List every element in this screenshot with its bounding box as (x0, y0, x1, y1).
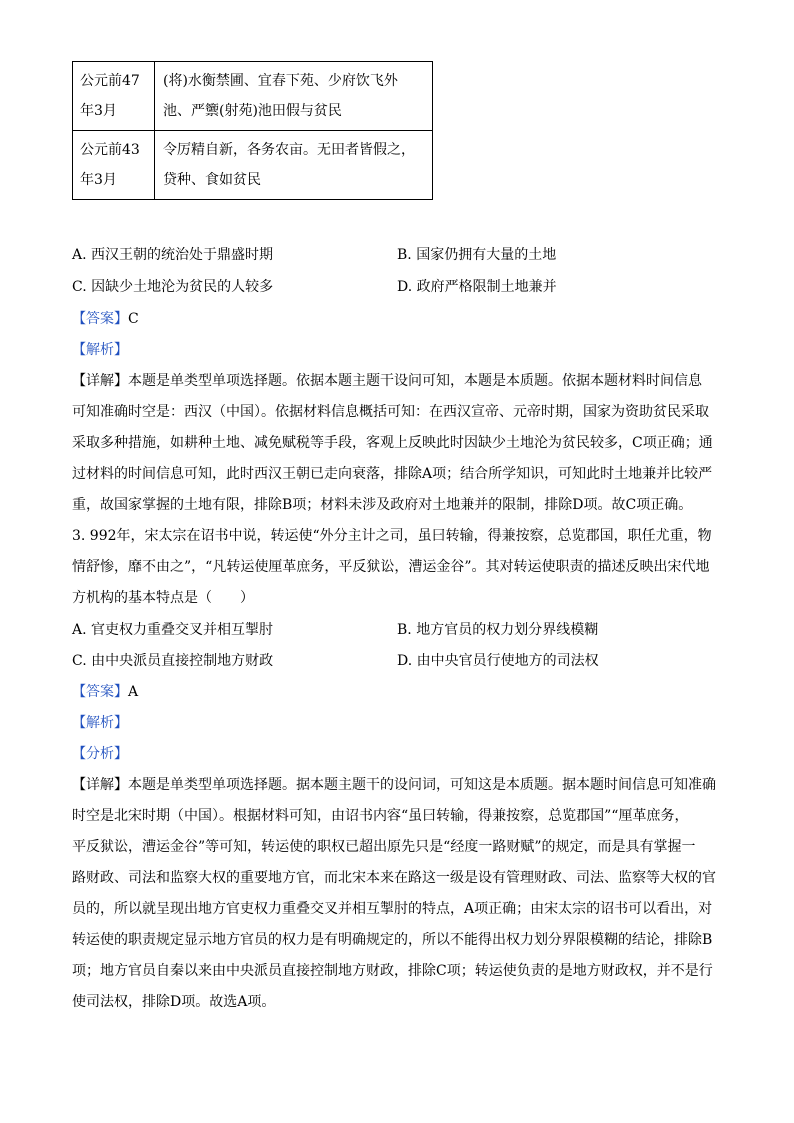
q3-detail-line: 平反狱讼，漕运金谷”等可知，转运使的职权已超出原先只是“经度一路财赋”的规定，而是具有掌握一 (72, 839, 696, 855)
cell-line: 贷种、食如贫民 (163, 172, 261, 188)
answer-value: A (128, 684, 139, 700)
answer-value: C (128, 311, 139, 327)
q2-option-d: D. 政府严格限制土地兼并 (397, 279, 557, 295)
q2-detail-line: 过材料的时间信息可知，此时西汉王朝已走向衰落，排除A项；结合所学知识，可知此时土地兼并比较严 (72, 466, 713, 482)
cell-line: 池、严籞(射苑)池田假与贫民 (163, 103, 342, 119)
q3-stem-line: 方机构的基本特点是（ ） (72, 590, 254, 606)
table-cell-date (73, 131, 155, 200)
table-row (73, 62, 433, 131)
q3-stem-line: 情舒惨，靡不由之”，“凡转运使厘革庶务，平反狱讼，漕运金谷”。其对转运使职责的描述反映出宋代地 (72, 559, 710, 575)
q3-detail-line: 转运使的职责规定显示地方官员的权力是有明确规定的，所以不能得出权力划分界限模糊的结论，排除B (72, 932, 713, 948)
table-cell-date (73, 62, 155, 131)
q2-option-b: B. 国家仍拥有大量的土地 (397, 247, 557, 263)
q3-option-d: D. 由中央官员行使地方的司法权 (397, 653, 599, 669)
q3-detail-line: 路财政、司法和监察大权的重要地方官，而北宋本来在路这一级是设有管理财政、司法、监察等大权的官 (72, 870, 716, 886)
q3-detail-line: 员的，所以就呈现出地方官吏权力重叠交叉并相互掣肘的特点，A项正确；由宋太宗的诏书可以看出，对 (72, 901, 713, 917)
table-row (73, 131, 433, 200)
q3-analysis-tag: 【解析】 (72, 715, 128, 731)
cell-line: 年3月 (80, 103, 117, 119)
q3-detail-line: 项；地方官员自秦以来由中央派员直接控制地方财政，排除C项；转运使负责的是地方财政权，并不是行 (72, 963, 713, 979)
answer-tag: 【答案】 (72, 311, 128, 327)
material-table (72, 61, 433, 200)
q3-stem-line: 3. 992年，宋太宗在诏书中说，转运使“外分主计之司，虽曰转输，得兼按察，总览郡国，职任尤重，物 (72, 528, 712, 544)
q3-answer (72, 682, 138, 702)
q2-option-c: C. 因缺少土地沦为贫民的人较多 (72, 279, 274, 295)
table-cell-text (155, 131, 433, 200)
q3-option-c: C. 由中央派员直接控制地方财政 (72, 653, 274, 669)
q3-fenxi-tag: 【分析】 (72, 746, 128, 762)
q3-detail-line: 时空是北宋时期（中国）。根据材料可知，由诏书内容“虽曰转输，得兼按察，总览郡国”“厘革庶务， (72, 808, 689, 824)
cell-line: 令厉精自新，各务农亩。无田者皆假之， (163, 142, 415, 158)
q2-detail-line: 采取多种措施，如耕种土地、减免赋税等手段，客观上反映此时因缺少土地沦为贫民较多，C项正确；通 (72, 435, 713, 451)
cell-line: (将)水衡禁圃、宜春下苑、少府饮飞外 (163, 73, 398, 89)
cell-line: 年3月 (80, 172, 117, 188)
q3-option-b: B. 地方官员的权力划分界线模糊 (397, 622, 599, 638)
q2-detail-line: 可知准确时空是：西汉（中国）。依据材料信息概括可知：在西汉宣帝、元帝时期，国家为资助贫民采取 (72, 404, 709, 420)
q3-detail-line: 使司法权，排除D项。故选A项。 (72, 994, 276, 1010)
q3-detail-line: 【详解】本题是单类型单项选择题。据本题主题干的设问词，可知这是本质题。据本题时间信息可知准确 (72, 777, 716, 793)
answer-tag: 【答案】 (72, 684, 128, 700)
q2-analysis-tag: 【解析】 (72, 342, 128, 358)
q2-detail-line: 重，故国家掌握的土地有限，排除B项；材料未涉及政府对土地兼并的限制，排除D项。故C项正确。 (72, 497, 693, 513)
q2-option-a: A. 西汉王朝的统治处于鼎盛时期 (72, 247, 274, 263)
q2-detail-line: 【详解】本题是单类型单项选择题。依据本题主题干设问可知，本题是本质题。依据本题材料时间信息 (72, 373, 702, 389)
q2-answer (72, 309, 139, 329)
cell-line: 公元前43 (80, 142, 140, 158)
cell-line: 公元前47 (80, 73, 140, 89)
q3-option-a: A. 官吏权力重叠交叉并相互掣肘 (72, 622, 274, 638)
table-cell-text (155, 62, 433, 131)
